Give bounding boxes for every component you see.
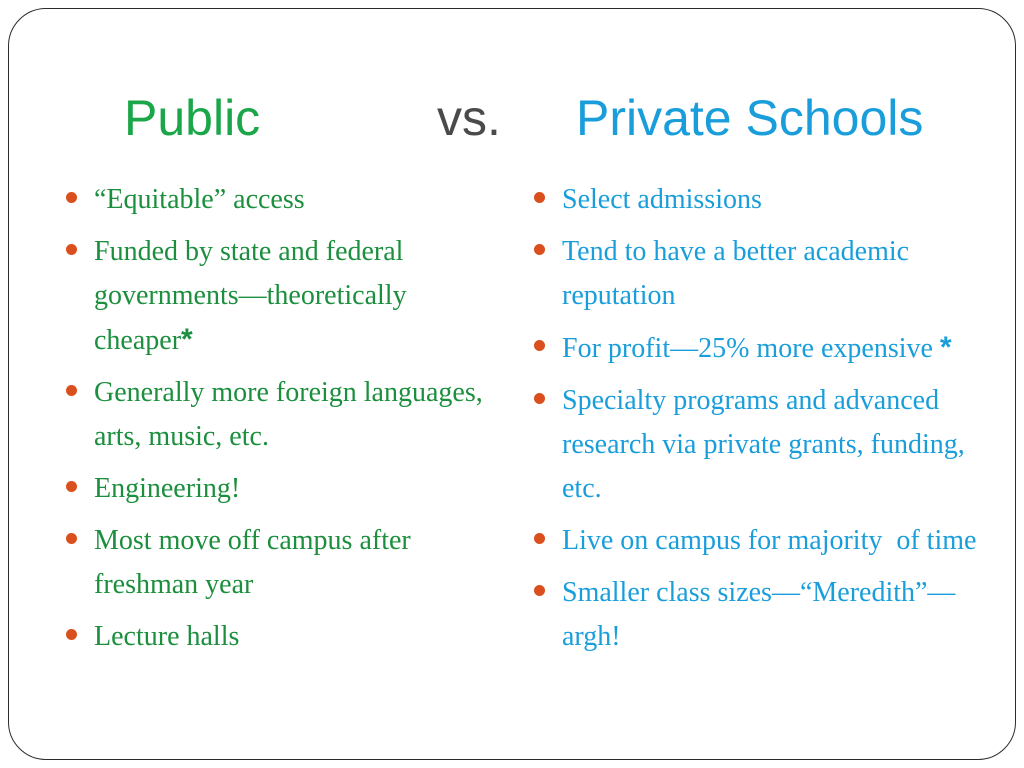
bullet-dot-icon xyxy=(534,192,545,203)
slide xyxy=(8,8,1016,760)
private-item xyxy=(533,178,1003,222)
bullet-dot-icon xyxy=(66,385,77,396)
bullet-dot-icon xyxy=(66,481,77,492)
private-item-text: Select admissions xyxy=(562,184,762,215)
bullet-dot-icon xyxy=(534,393,545,404)
private-item-text: Smaller class sizes—“Meredith”—argh! xyxy=(562,577,956,652)
bullet-dot-icon xyxy=(534,340,545,351)
private-item-text: Specialty programs and advanced research via private grants, funding, etc. xyxy=(562,385,965,504)
public-item-text: “Equitable” access xyxy=(94,184,305,215)
title-private-schools: Private Schools xyxy=(576,90,924,146)
bullet-dot-icon xyxy=(66,192,77,203)
public-item xyxy=(65,371,485,459)
private-list xyxy=(533,178,1003,667)
title-public: Public xyxy=(124,90,261,146)
public-item xyxy=(65,615,485,659)
public-item-text: Lecture halls xyxy=(94,621,240,652)
bullet-dot-icon xyxy=(66,629,77,640)
bullet-dot-icon xyxy=(534,244,545,255)
public-item xyxy=(65,519,485,607)
private-item-text: Tend to have a better academic reputation xyxy=(562,236,910,311)
public-item-text: Generally more foreign languages, arts, music, etc. xyxy=(94,377,483,452)
private-item xyxy=(533,519,1003,563)
asterisk-mark: * xyxy=(181,323,193,356)
bullet-dot-icon xyxy=(66,244,77,255)
private-item xyxy=(533,571,1003,659)
public-item-text: Engineering! xyxy=(94,473,241,504)
bullet-dot-icon xyxy=(66,533,77,544)
public-list xyxy=(65,178,485,667)
title-vs: vs. xyxy=(437,90,501,146)
private-item xyxy=(533,379,1003,511)
private-item-text: Live on campus for majority of time xyxy=(562,525,977,556)
bullet-dot-icon xyxy=(534,533,545,544)
private-item xyxy=(533,230,1003,318)
public-item-text: Funded by state and federal governments—theoretically cheaper xyxy=(94,236,407,356)
asterisk-mark: * xyxy=(939,331,952,364)
public-item xyxy=(65,230,485,363)
public-item xyxy=(65,467,485,511)
private-item xyxy=(533,326,1003,371)
private-item-text: For profit—25% more expensive xyxy=(562,333,940,364)
public-item xyxy=(65,178,485,222)
bullet-dot-icon xyxy=(534,585,545,596)
public-item-text: Most move off campus after freshman year xyxy=(94,525,411,600)
